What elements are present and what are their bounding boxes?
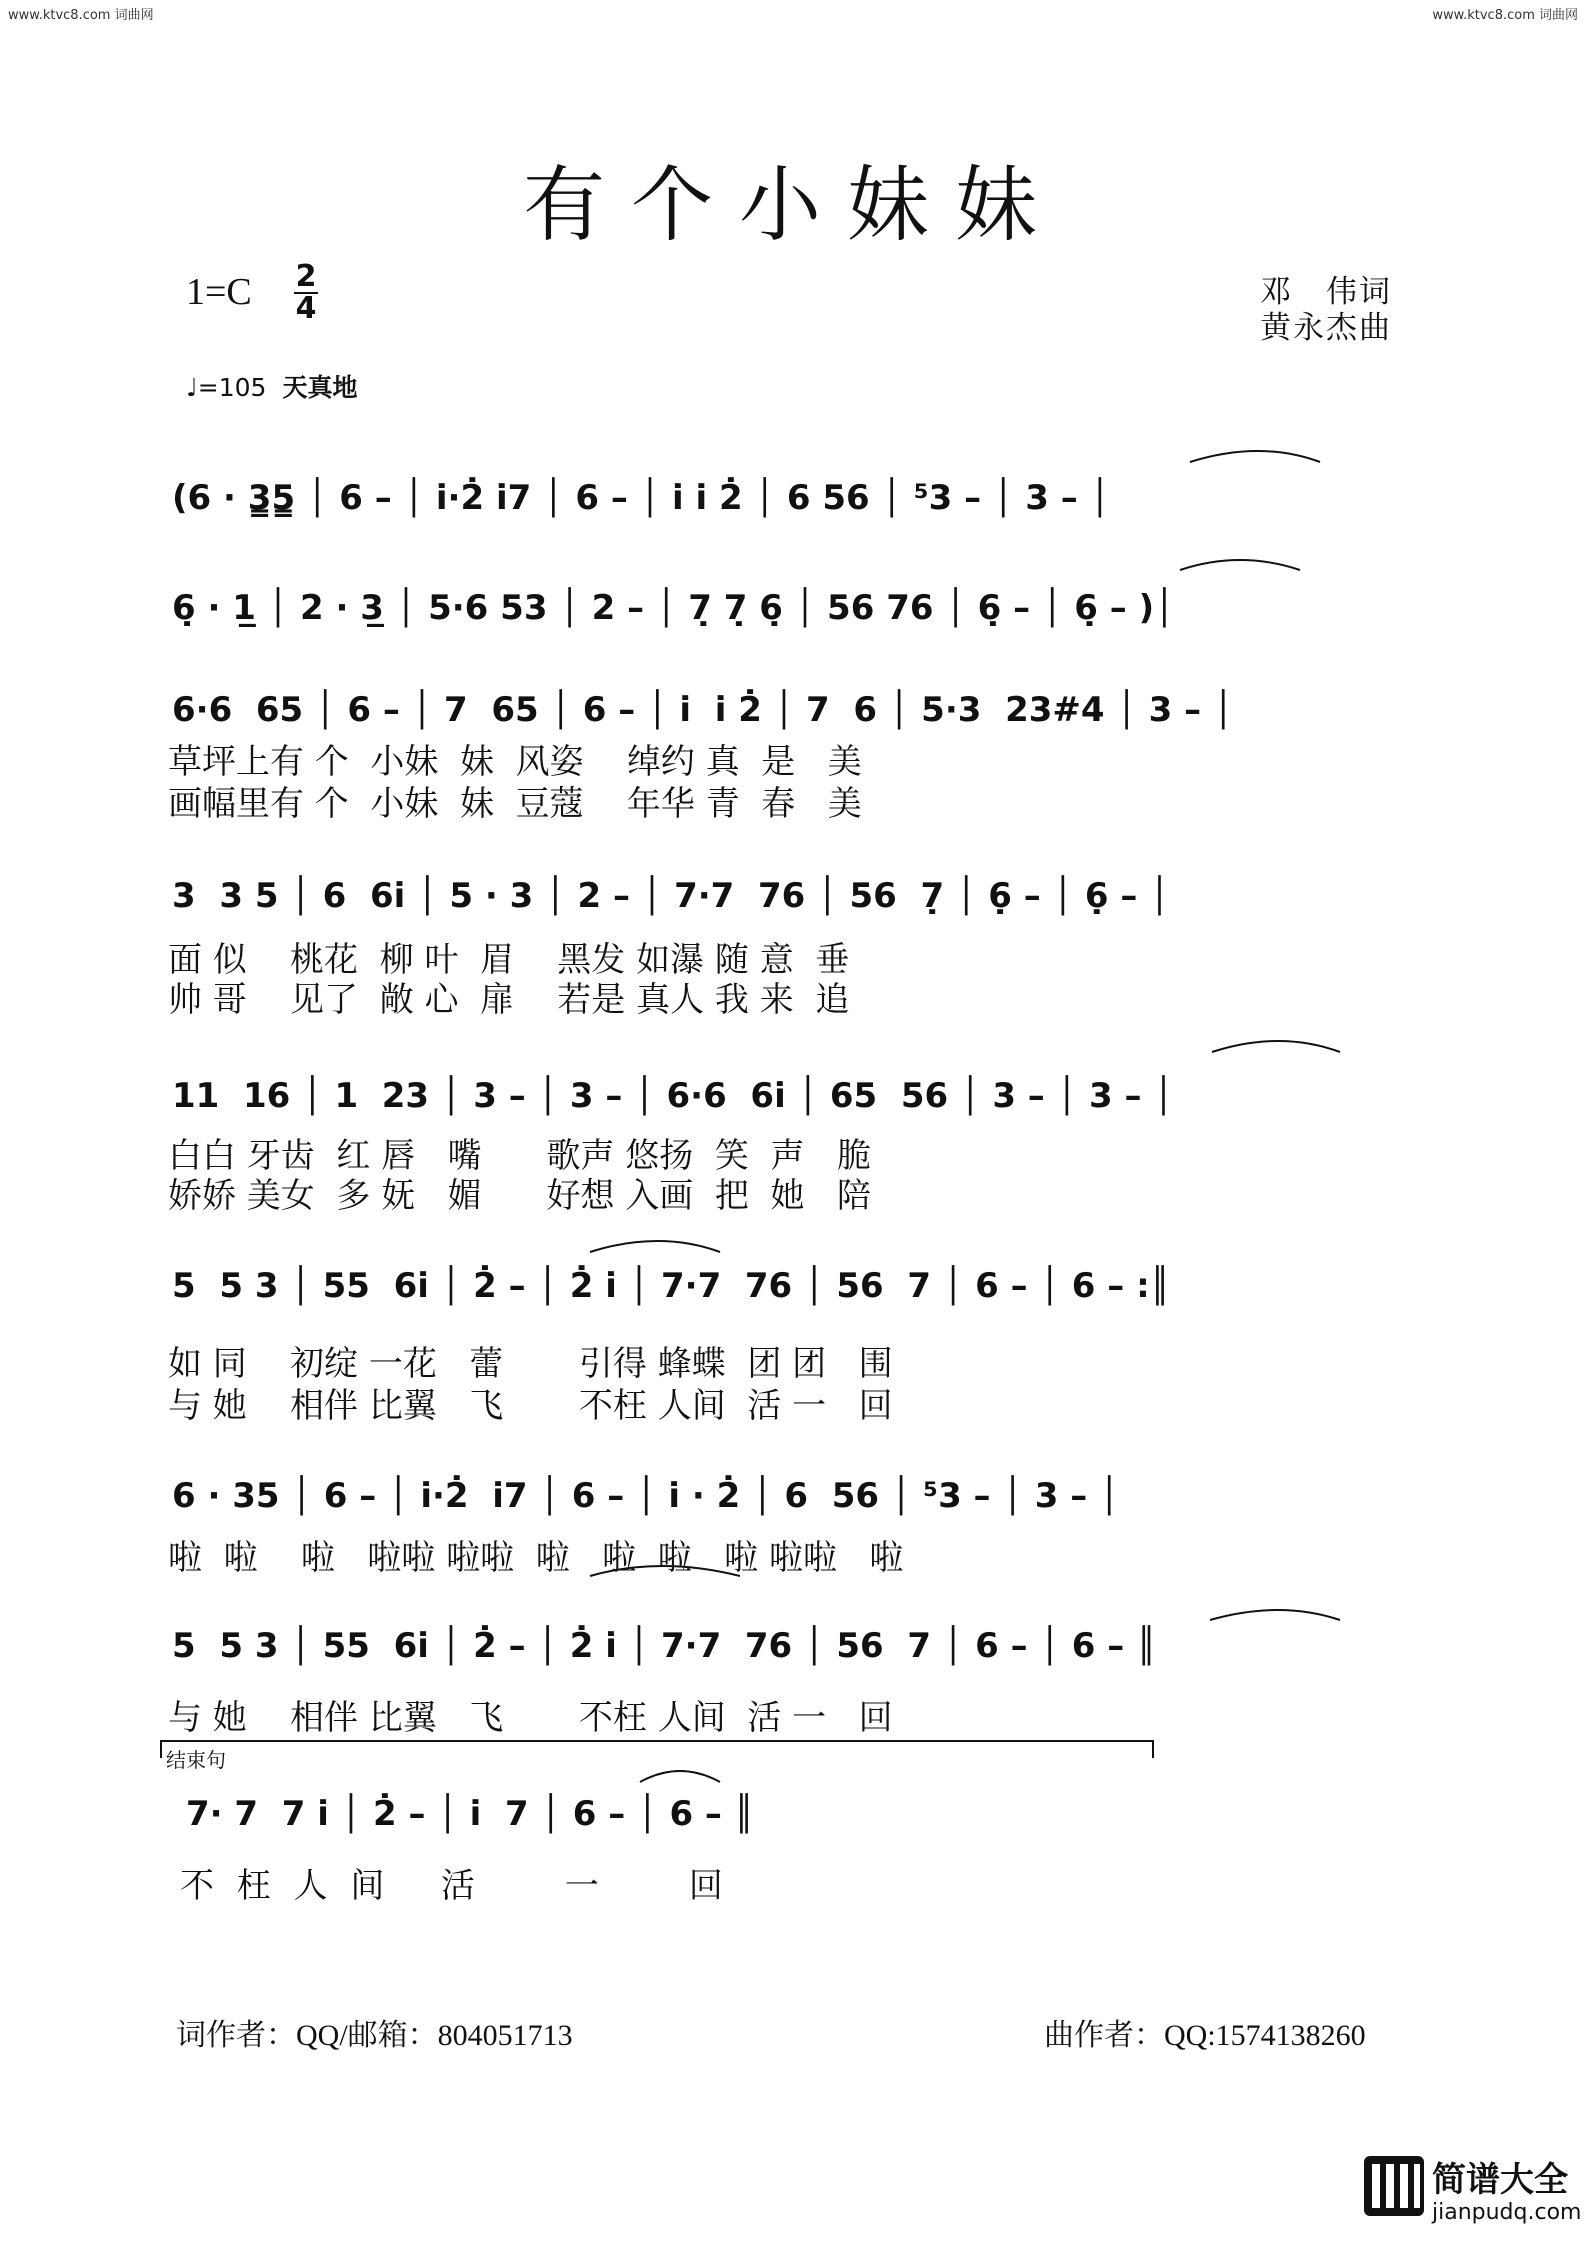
notation-row-3: 6·6 65 │ 6 – │ 7 65 │ 6 – │ i̇ i̇ 2̇ │ 7 6 │ 5·3 23#4 │ 3 – │: [172, 690, 1234, 730]
tie-5: [590, 1566, 740, 1576]
notation-row-1: (6 · 3̳5̳ │ 6 – │ i̇·2̇ i̇7 │ 6 – │ i̇ i̇ 2̇ │ 6 56 │ ⁵3 – │ 3 – │: [172, 478, 1111, 518]
watermark-right: www.ktvc8.com 词曲网: [1432, 8, 1578, 23]
page-title: 有个小妹妹: [522, 158, 1063, 253]
ending-label: 结束句: [166, 1748, 226, 1772]
footer-composer-contact: 曲作者：QQ:1574138260: [1044, 2019, 1366, 2052]
tie-2: [1180, 560, 1300, 570]
logo-url: jianpudq.com: [1432, 2200, 1582, 2225]
time-signature-top: 2: [295, 259, 317, 294]
lyrics-row-3-verse-1: 草坪上有 个 小妹 妹 风姿 绰约 真 是 美: [168, 742, 862, 782]
notation-row-2: 6̣ · 1̲ │ 2 · 3̲ │ 5·6 53 │ 2 – │ 7̣ 7̣ 6̣ │ 56 76 │ 6̣ – │ 6̣ – )│: [172, 588, 1175, 628]
notation-row-9: 7· 7 7 i̇ │ 2̇ – │ i̇ 7 │ 6 – │ 6 – ║: [186, 1794, 755, 1834]
notation-row-7: 6 · 35 │ 6 – │ i̇·2̇ i̇7 │ 6 – │ i̇ · 2̇ │ 6 56 │ ⁵3 – │ 3 – │: [172, 1476, 1120, 1516]
notation-row-8: 5 5 3 │ 55 6i̇ │ 2̇ – │ 2̇ i̇ │ 7·7 76 │ 56 7 │ 6 – │ 6 – ║: [172, 1626, 1157, 1666]
logo-name: 简谱大全: [1432, 2160, 1568, 2200]
lyrics-row-9: 不 枉 人 间 活 一 回: [180, 1866, 729, 1906]
key-signature: 1=C: [186, 271, 252, 313]
lyrics-row-6-verse-1: 如 同 初绽 一花 蕾 引得 蜂蝶 团 团 围: [168, 1344, 893, 1384]
lyrics-row-8: 与 她 相伴 比翼 飞 不枉 人间 活 一 回: [168, 1698, 893, 1738]
notation-row-4: 3 3 5 │ 6 6i̇ │ 5 · 3 │ 2 – │ 7·7 76 │ 56 7̣ │ 6̣ – │ 6̣ – │: [172, 876, 1170, 916]
lyrics-row-6-verse-2: 与 她 相伴 比翼 飞 不枉 人间 活 一 回: [168, 1386, 893, 1426]
lyrics-row-5-verse-2: 娇娇 美女 多 妩 媚 好想 入画 把 她 陪: [168, 1176, 871, 1216]
lyrics-row-3-verse-2: 画幅里有 个 小妹 妹 豆蔻 年华 青 春 美: [168, 784, 862, 824]
tie-4: [590, 1241, 720, 1252]
tempo-bpm: ♩=105: [186, 373, 267, 402]
slur-end: [640, 1771, 720, 1782]
lyricist: 邓 伟词: [1260, 274, 1392, 310]
tempo-expression: 天真地: [282, 373, 358, 402]
time-signature-bottom: 4: [295, 291, 317, 326]
footer-lyricist-contact: 词作者：QQ/邮箱：804051713: [176, 2019, 573, 2052]
tie-1: [1190, 451, 1320, 462]
lyrics-row-5-verse-1: 白白 牙齿 红 唇 嘴 歌声 悠扬 笑 声 脆: [168, 1136, 871, 1176]
tie-6: [1210, 1610, 1340, 1620]
composer: 黄永杰曲: [1260, 310, 1392, 346]
notation-row-6: 5 5 3 │ 55 6i̇ │ 2̇ – │ 2̇ i̇ │ 7·7 76 │ 56 7 │ 6 – │ 6 – :║: [172, 1266, 1171, 1306]
lyrics-row-4-verse-1: 面 似 桃花 柳 叶 眉 黑发 如瀑 随 意 垂: [168, 940, 850, 980]
site-logo: [1364, 2150, 1584, 2240]
lyrics-row-7: 啦 啦 啦 啦啦 啦啦 啦 啦 啦 啦 啦啦 啦: [168, 1538, 904, 1578]
lyrics-row-4-verse-2: 帅 哥 见了 敞 心 扉 若是 真人 我 来 追: [168, 980, 850, 1020]
watermark-left: www.ktvc8.com 词曲网: [8, 8, 154, 23]
tie-3: [1212, 1041, 1340, 1052]
notation-row-5: 11 16 │ 1 23 │ 3 – │ 3 – │ 6·6 6i̇ │ 65 56 │ 3 – │ 3 – │: [172, 1076, 1174, 1116]
